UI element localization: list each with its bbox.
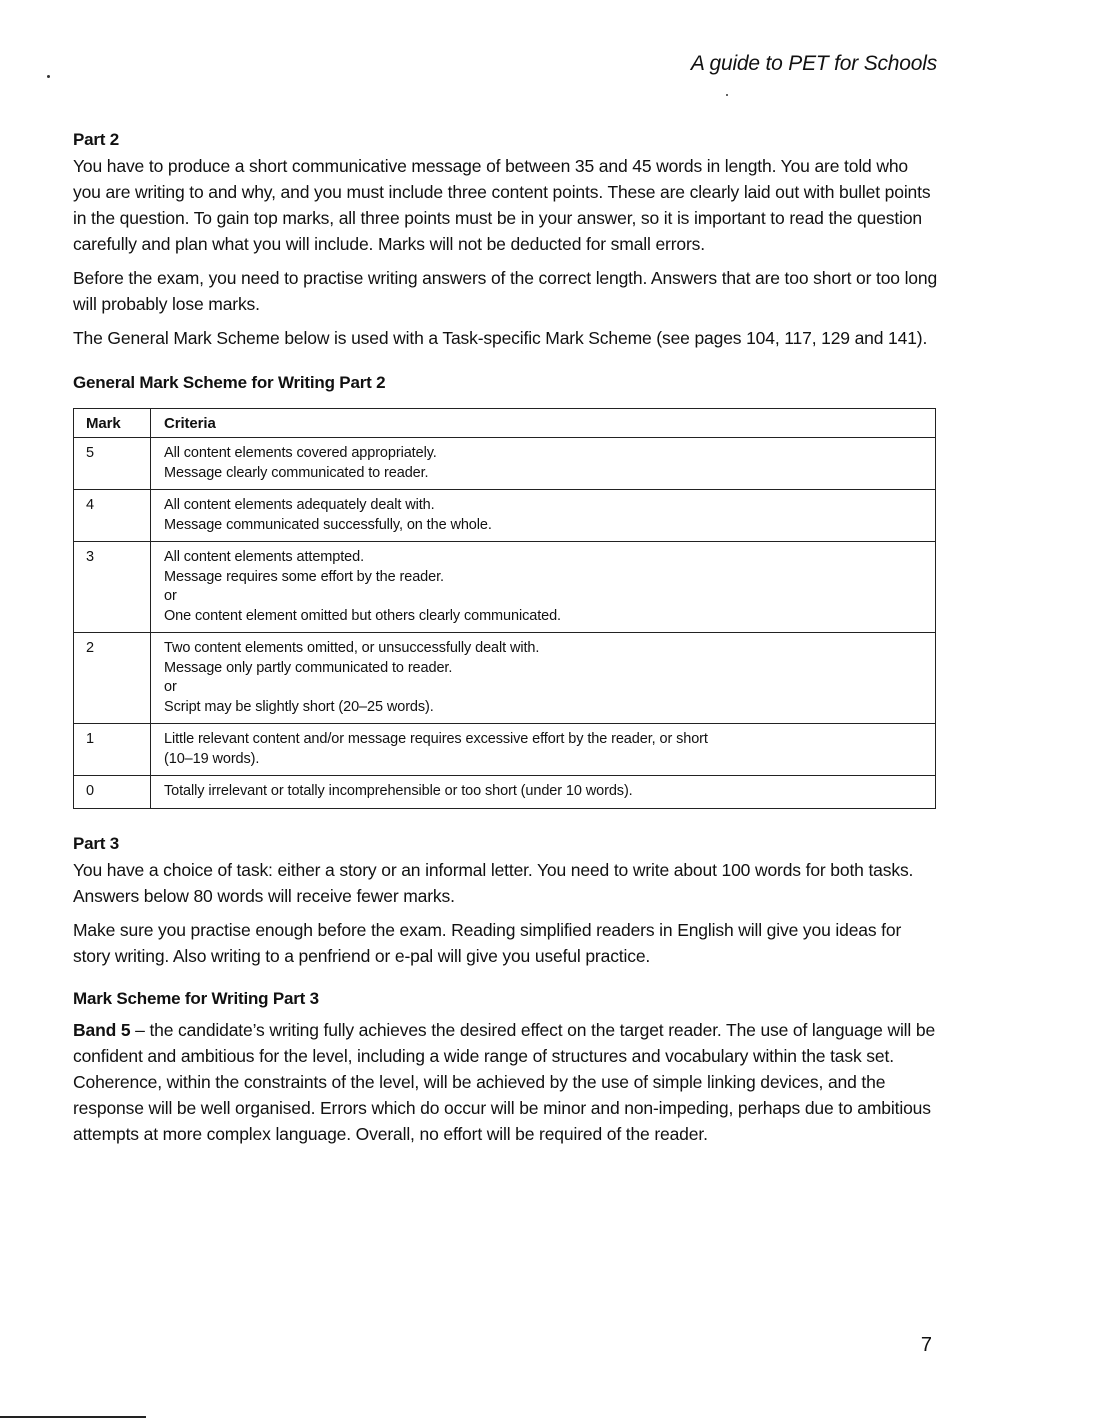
page-content <box>73 127 938 1155</box>
general-mark-scheme-title: General Mark Scheme for Writing Part 2 <box>73 373 386 392</box>
table-row <box>74 438 936 490</box>
page-number: 7 <box>920 1334 932 1356</box>
criteria-line: One content element omitted but others clearly communicated. <box>164 607 561 624</box>
part3-paragraph: Make sure you practise enough before the exam. Reading simplified readers in English will give you ideas for story writing. Also writing to a penfriend or e-pal will give you useful practice. <box>73 919 902 966</box>
criteria-cell <box>151 542 936 633</box>
criteria-line: or <box>164 679 177 695</box>
mark-cell: 2 <box>74 633 151 724</box>
criteria-line: Little relevant content and/or message requires excessive effort by the reader, or short <box>164 731 708 747</box>
band5-text: – the candidate’s writing fully achieves the desired effect on the target reader. The use of language will be confident and ambitious for the level, including a wide range of structures and vocabulary within the task set. Coherence, within the constraints of the level, will be achieved by the use of simple linking devices, and the response will be well organised. Errors which do occur will be minor and non-impeding, perhaps due to ambitious attempts at more complex language. Overall, no effort will be required of the reader. <box>73 1019 936 1144</box>
criteria-line: Message requires some effort by the reader. <box>164 568 444 585</box>
part2-paragraph: You have to produce a short communicative message of between 35 and 45 words in length. You are told who you are writing to and why, and you must include three content points. These are clearly laid out with bullet points in the question. To gain top marks, all three points must be in your answer, so it is important to read the question carefully and plan what you will include. Marks will not be deducted for small errors. <box>73 156 931 254</box>
running-header: A guide to PET for Schools <box>690 52 937 75</box>
criteria-line: All content elements covered appropriately. <box>164 445 437 461</box>
part2-heading: Part 2 <box>73 130 120 149</box>
scan-speck <box>726 94 728 96</box>
criteria-column-header: Criteria <box>151 409 936 438</box>
criteria-line: or <box>164 588 177 604</box>
criteria-cell <box>151 438 936 490</box>
criteria-line: Two content elements omitted, or unsuccessfully dealt with. <box>164 640 540 656</box>
mark-cell: 1 <box>74 724 151 776</box>
part3-mark-scheme-title: Mark Scheme for Writing Part 3 <box>73 988 319 1008</box>
table-row <box>74 724 936 776</box>
table-row <box>74 542 936 633</box>
scan-speck <box>47 75 50 78</box>
part3-paragraph: You have a choice of task: either a story or an informal letter. You need to write about 100 words for both tasks. Answers below 80 words will receive fewer marks. <box>73 859 914 906</box>
part2-paragraph: Before the exam, you need to practise writing answers of the correct length. Answers that are too short or too long will probably lose marks. <box>73 268 938 314</box>
part2-paragraph: The General Mark Scheme below is used with a Task-specific Mark Scheme (see pages 104, 117, 129 and 141). <box>73 328 928 348</box>
criteria-line: Message clearly communicated to reader. <box>164 464 429 481</box>
mark-cell: 3 <box>74 542 151 633</box>
criteria-line: Script may be slightly short (20–25 words). <box>164 698 434 715</box>
mark-cell: 5 <box>74 438 151 490</box>
criteria-line: (10–19 words). <box>164 750 260 767</box>
table-row <box>74 776 936 809</box>
criteria-line: Totally irrelevant or totally incomprehensible or too short (under 10 words). <box>164 783 633 799</box>
criteria-line: Message communicated successfully, on the whole. <box>164 516 492 533</box>
table-header-row <box>74 409 936 438</box>
part3-heading: Part 3 <box>73 833 120 853</box>
band5-label: Band 5 <box>73 1019 131 1040</box>
criteria-line: All content elements attempted. <box>164 549 365 565</box>
footer-rule <box>0 1416 146 1418</box>
table-row <box>74 633 936 724</box>
mark-cell: 0 <box>74 776 151 809</box>
criteria-cell <box>151 776 936 809</box>
criteria-cell <box>151 724 936 776</box>
table-row <box>74 490 936 542</box>
mark-cell: 4 <box>74 490 151 542</box>
criteria-cell <box>151 490 936 542</box>
general-mark-scheme-table <box>73 408 936 809</box>
criteria-line: Message only partly communicated to reader. <box>164 659 453 676</box>
criteria-cell <box>151 633 936 724</box>
mark-column-header: Mark <box>74 409 151 438</box>
criteria-line: All content elements adequately dealt with. <box>164 497 435 513</box>
band5-description <box>73 1017 938 1147</box>
